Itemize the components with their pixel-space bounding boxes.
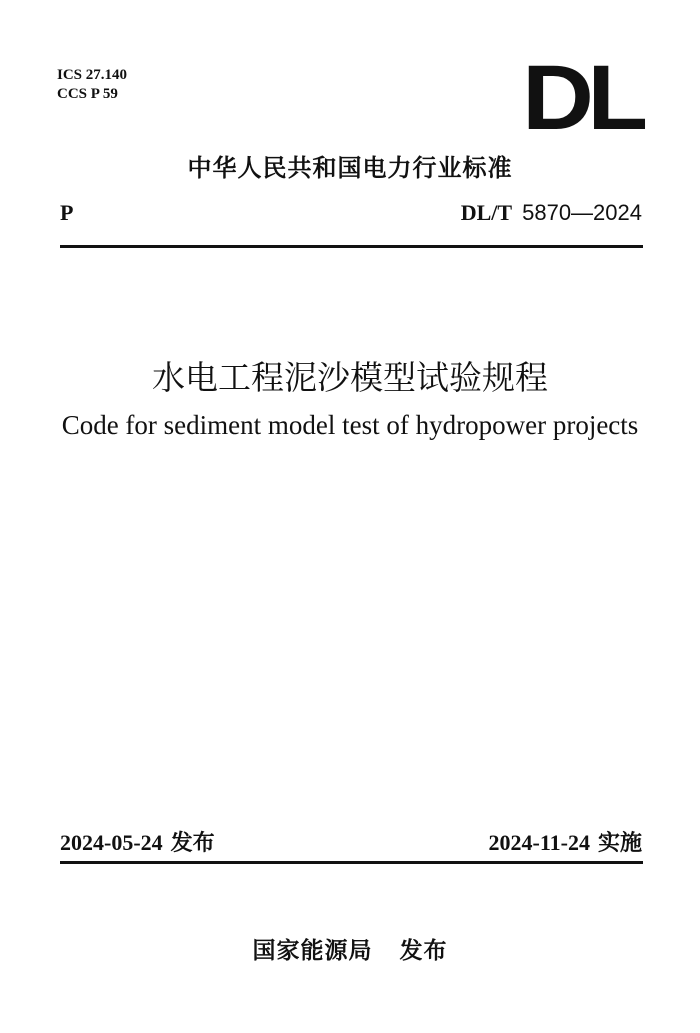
top-divider (60, 245, 643, 248)
ics-code: ICS 27.140 (57, 67, 128, 83)
ccs-code: CCS P 59 (57, 86, 118, 102)
implement-date-block (489, 826, 642, 857)
issue-date-block (60, 826, 215, 857)
standard-code-prefix: DL/T (460, 200, 513, 225)
implement-date: 2024-11-24 (488, 830, 590, 855)
issuer-line: 国家能源局 发布 (252, 938, 448, 964)
implement-label: 实施 (597, 831, 642, 856)
bottom-divider (60, 861, 643, 864)
issue-date: 2024-05-24 (60, 830, 163, 855)
standard-code (461, 200, 642, 226)
ics-ccs-block (57, 66, 127, 104)
standard-code-number: 5870—2024 (522, 200, 642, 225)
issue-label: 发布 (170, 831, 215, 856)
dl-logo: DL (522, 47, 642, 149)
category-letter: P (60, 200, 74, 225)
title-chinese: 水电工程泥沙模型试验规程 (152, 358, 548, 397)
industry-standard-heading: 中华人民共和国电力行业标准 (187, 154, 513, 182)
title-english: Code for sediment model test of hydropower projects (61, 410, 639, 440)
